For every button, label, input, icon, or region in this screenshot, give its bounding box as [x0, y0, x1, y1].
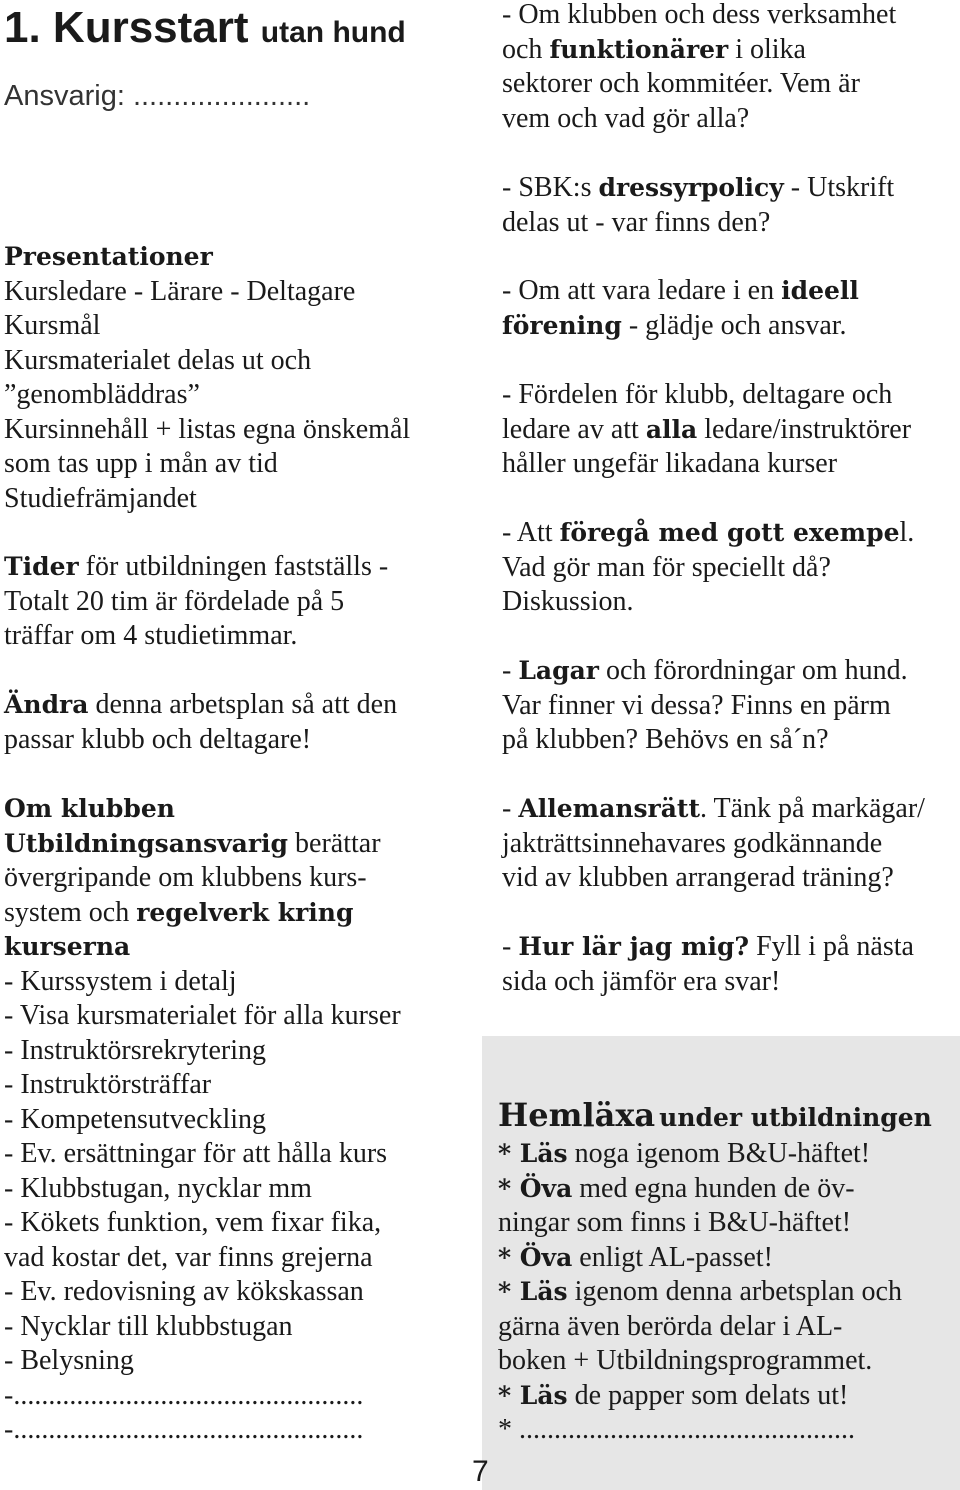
presentation-line: Kursinnehåll + listas egna önskemål	[4, 413, 411, 445]
learning-paragraph: - Hur lär jag mig? Fyll i på nästa sida och jämför era svar!	[502, 931, 914, 997]
list-item: - Kompetensutveckling	[4, 1103, 267, 1135]
presentations-heading: Presentationer	[4, 242, 213, 271]
club-section: Om klubben Utbildningsansvarig berättar övergripande om klubbens kurs- system och regelverk kring kurserna - Kurssystem i detalj - Visa kursmaterialet för alla kurser - Instruktörsrekrytering - Instruktörsträffar - Kompetensutveckling - Ev. ersättningar för att hålla kurs - Klubbstugan, nycklar mm - Kökets funktion, vem fixar fika, vad kostar det, var finns grejerna - Ev. redovisning av kökskassan - Nycklar till klubbstugan - Belysning -.................................................. -..................................................	[4, 792, 474, 1448]
list-item: -..................................................	[4, 1379, 364, 1411]
responsible-field: Ansvarig: ......................	[4, 80, 311, 112]
list-item: * Läs de papper som delats ut!	[498, 1379, 849, 1411]
list-item: vad kostar det, var finns grejerna	[4, 1241, 373, 1273]
page-title: 1. Kursstart utan hund	[4, 3, 406, 52]
dress-policy-paragraph: - SBK:s dressyrpolicy - Utskrift delas ut - var finns den?	[502, 172, 895, 238]
example-paragraph: - Att föregå med gott exempel. Vad gör man för speciellt då? Diskussion.	[502, 517, 915, 617]
non-profit-paragraph: - Om att vara ledare i en ideell förening - glädje och ansvar.	[502, 275, 859, 341]
list-item: - Belysning	[4, 1345, 134, 1376]
list-item: - Instruktörsrekrytering	[4, 1034, 267, 1066]
laws-paragraph: - Lagar och förordningar om hund. Var finner vi dessa? Finns en pärm på klubben? Behövs en så´n?	[502, 655, 908, 755]
presentation-line: Studiefrämjandet	[4, 482, 197, 514]
list-item: * Läs igenom denna arbetsplan och	[498, 1276, 902, 1307]
list-item: - Nycklar till klubbstugan	[4, 1310, 293, 1342]
list-item: - Ev. redovisning av kökskassan	[4, 1276, 364, 1307]
homework-title: Hemläxa under utbildningen	[498, 1096, 932, 1134]
presentation-line: som tas upp i mån av tid	[4, 448, 278, 479]
list-item: - Kökets funktion, vem fixar fika,	[4, 1207, 382, 1238]
homework-list: * Läs noga igenom B&U-häftet! * Öva med egna hunden de öv- ningar som finns i B&U-häftet! * Öva enligt AL-passet! * Läs igenom denna arbetsplan och gärna även berörda delar i AL- boken + Utbildningsprogrammet. * Läs de papper som delats ut! * ................................................	[498, 1137, 958, 1448]
presentations-section	[4, 240, 474, 516]
club-heading: Om klubben	[4, 794, 175, 823]
list-item: - Instruktörsträffar	[4, 1069, 212, 1100]
list-item: * Öva enligt AL-passet!	[498, 1241, 773, 1273]
club-activities-paragraph: - Om klubben och dess verksamhet och funktionärer i olika sektorer och kommitéer. Vem är vem och vad gör alla?	[502, 0, 897, 134]
list-item: - Visa kursmaterialet för alla kurser	[4, 1000, 401, 1031]
list-item: * Läs noga igenom B&U-häftet!	[498, 1138, 871, 1169]
list-item: -..................................................	[4, 1414, 364, 1445]
list-item: - Ev. ersättningar för att hålla kurs	[4, 1138, 388, 1169]
list-item: - Klubbstugan, nycklar mm	[4, 1172, 312, 1204]
times-section: Tider för utbildningen fastställs - Totalt 20 tim är fördelade på 5 träffar om 4 studietimmar.	[4, 551, 389, 651]
list-item: * Öva med egna hunden de öv-	[498, 1172, 855, 1204]
presentation-line: Kursmaterialet delas ut och	[4, 344, 312, 376]
presentation-line: Kursledare - Lärare - Deltagare	[4, 275, 356, 307]
list-item: - Kurssystem i detalj	[4, 965, 237, 997]
page-number: 7	[472, 1455, 489, 1488]
change-section: Ändra denna arbetsplan så att den passar klubb och deltagare!	[4, 689, 398, 755]
presentation-line: Kursmål	[4, 310, 101, 341]
allemansratt-paragraph: - Allemansrätt. Tänk på markägar/ jakträttsinnehavares godkännande vid av klubben arrangerad träning?	[502, 793, 925, 893]
benefits-paragraph: - Fördelen för klubb, deltagare och ledare av att alla ledare/instruktörer håller ungefär likadana kurser	[502, 379, 912, 479]
presentation-line: ”genombläddras”	[4, 379, 200, 410]
